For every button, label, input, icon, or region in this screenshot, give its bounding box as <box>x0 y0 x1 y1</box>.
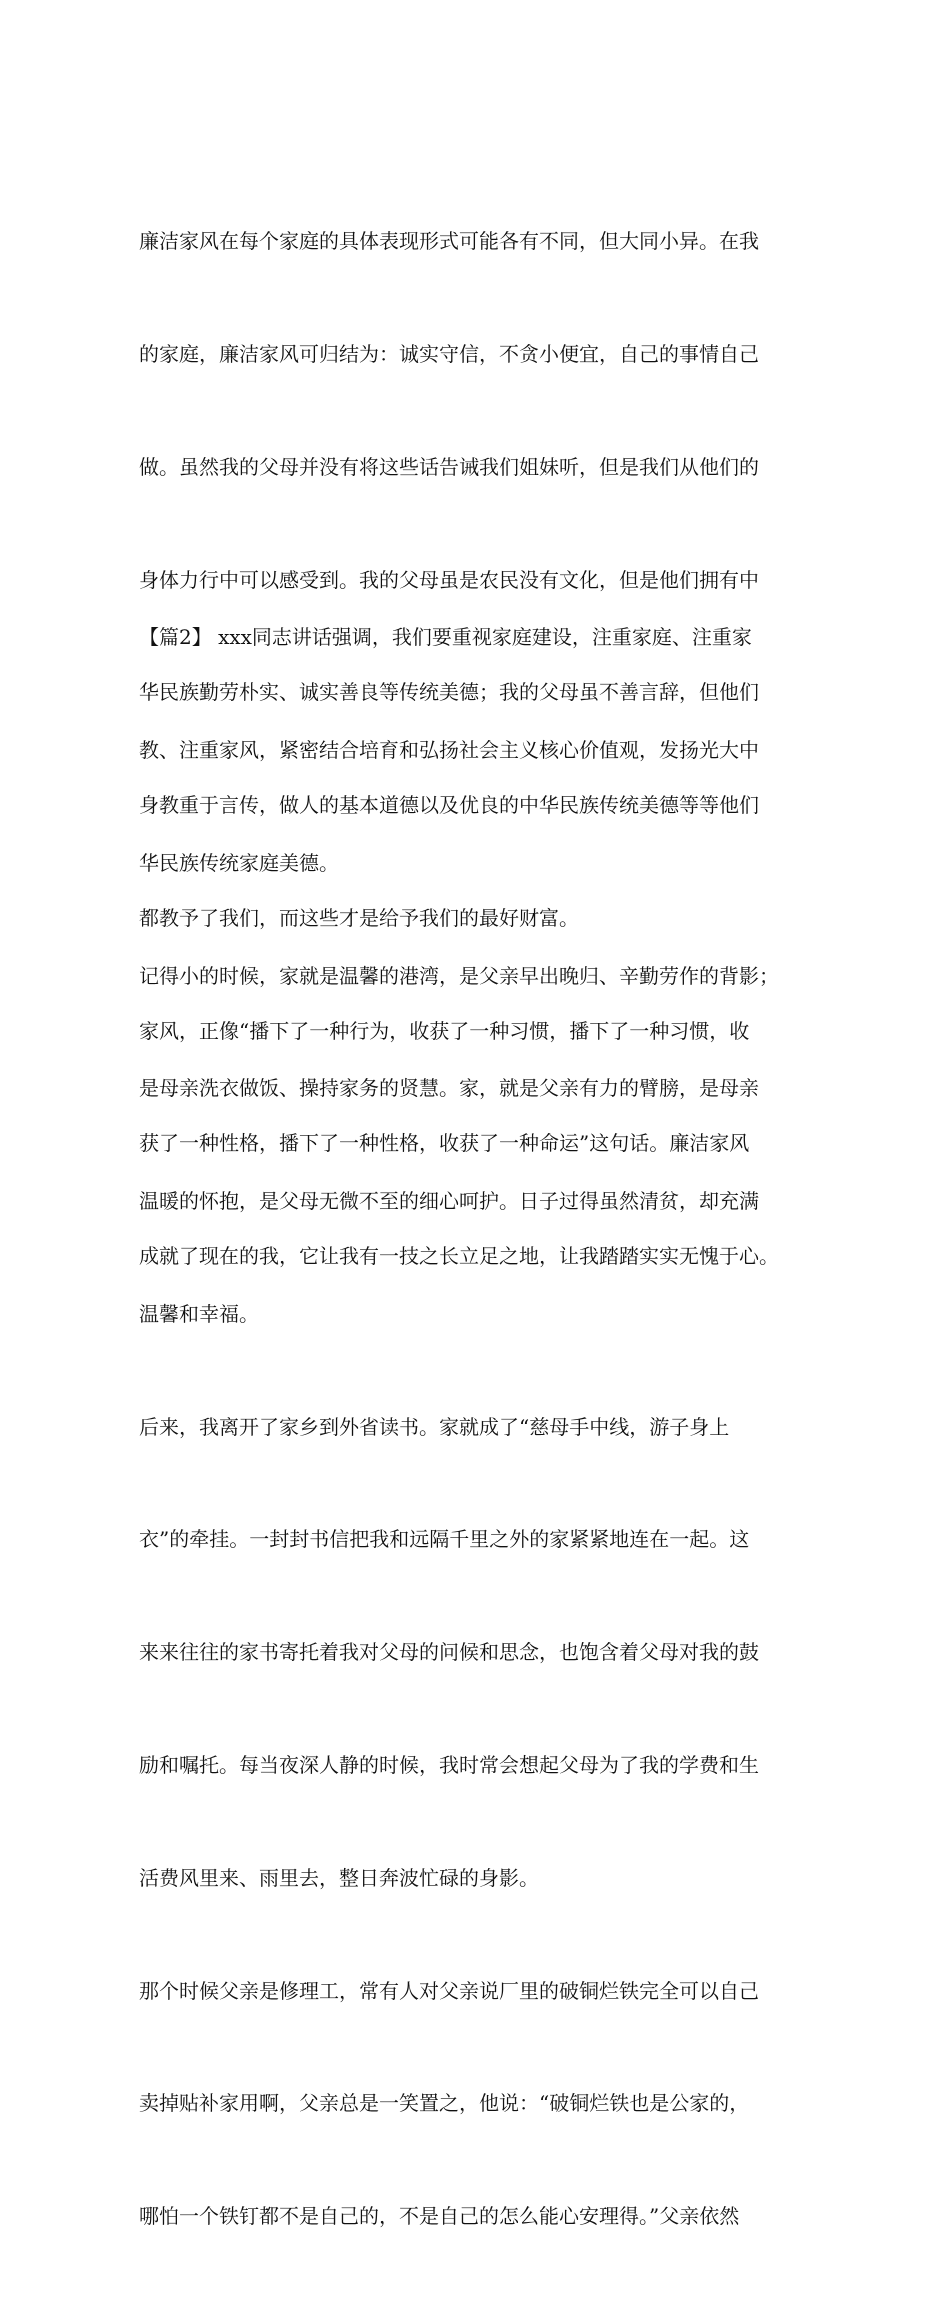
text-line: 温馨和幸福。 <box>139 1301 259 1326</box>
text-line: 卖掉贴补家用啊，父亲总是一笑置之，他说：“破铜烂铁也是公家的， <box>139 2091 750 2116</box>
text-line: 身教重于言传，做人的基本道德以及优良的中华民族传统美德等等他们 <box>139 793 759 818</box>
text-line: 获了一种性格，播下了一种性格，收获了一种命运”这句话。廉洁家风 <box>139 1131 750 1156</box>
text-line: 华民族勤劳朴实、诚实善良等传统美德；我的父母虽不善言辞，但他们 <box>139 680 759 705</box>
text-line: 身体力行中可以感受到。我的父母虽是农民没有文化，但是他们拥有中 <box>139 567 759 592</box>
text-line: 华民族传统家庭美德。 <box>139 850 339 875</box>
text-line: 廉洁家风在每个家庭的具体表现形式可能各有不同，但大同小异。在我 <box>139 229 759 254</box>
text-line: 成就了现在的我，它让我有一技之长立足之地，让我踏踏实实无愧于心。 <box>139 1244 779 1269</box>
text-line: 家风，正像“播下了一种行为，收获了一种习惯，播下了一种习惯，收 <box>139 1018 750 1043</box>
text-line: 【篇2】 xxx同志讲话强调，我们要重视家庭建设，注重家庭、注重家 <box>139 625 752 650</box>
text-line: 的家庭，廉洁家风可归结为：诚实守信，不贪小便宜，自己的事情自己 <box>139 341 759 366</box>
text-line: 教、注重家风，紧密结合培育和弘扬社会主义核心价值观，发扬光大中 <box>139 737 759 762</box>
text-line: 后来，我离开了家乡到外省读书。家就成了“慈母手中线，游子身上 <box>139 1414 730 1439</box>
text-line: 记得小的时候，家就是温馨的港湾，是父亲早出晚归、辛勤劳作的背影； <box>139 963 779 988</box>
text-line: 活费风里来、雨里去，整日奔波忙碌的身影。 <box>139 1865 539 1890</box>
text-line: 那个时候父亲是修理工，常有人对父亲说厂里的破铜烂铁完全可以自己 <box>139 1978 759 2003</box>
text-line: 来来往往的家书寄托着我对父母的问候和思念，也饱含着父母对我的鼓 <box>139 1640 759 1665</box>
text-line: 温暖的怀抱，是父母无微不至的细心呵护。日子过得虽然清贫，却充满 <box>139 1189 759 1214</box>
text-line: 哪怕一个铁钉都不是自己的，不是自己的怎么能心安理得。”父亲依然 <box>139 2204 740 2229</box>
text-line: 都教予了我们，而这些才是给予我们的最好财富。 <box>139 905 579 930</box>
text-line: 衣”的牵挂。一封封书信把我和远隔千里之外的家紧紧地连在一起。这 <box>139 1527 750 1552</box>
text-line: 是母亲洗衣做饭、操持家务的贤慧。家，就是父亲有力的臂膀，是母亲 <box>139 1076 759 1101</box>
text-line: 励和嘱托。每当夜深人静的时候，我时常会想起父母为了我的学费和生 <box>139 1753 759 1777</box>
section-2-text <box>139 544 829 2311</box>
text-line: 做。虽然我的父母并没有将这些话告诫我们姐妹听，但是我们从他们的 <box>139 454 759 479</box>
